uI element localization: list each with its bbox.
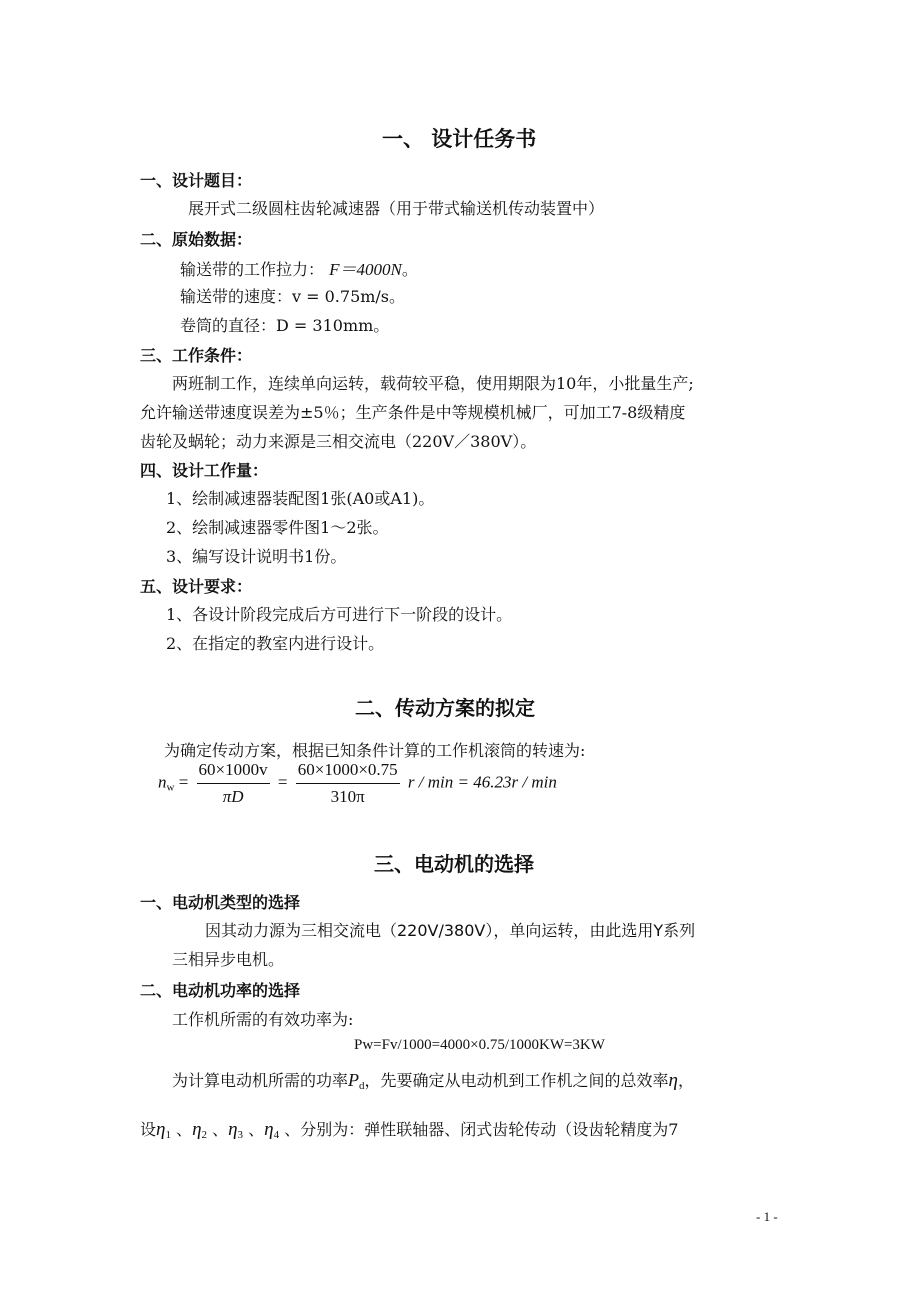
eta-3-symbol: η	[228, 1119, 238, 1140]
section-title-1: 一、 设计任务书	[382, 127, 537, 151]
heading-motor-power: 二、电动机功率的选择	[140, 981, 301, 1000]
fraction-1-denominator: πD	[197, 783, 270, 807]
section-title-3: 三、电动机的选择	[374, 852, 534, 876]
efficiency-text-b: ，先要确定从电动机到工作机之间的总效率	[364, 1071, 669, 1090]
force-label: 输送带的工作拉力：	[180, 260, 325, 279]
fraction-2-numerator: 60×1000×0.75	[297, 760, 398, 779]
heading-motor-type: 一、电动机类型的选择	[140, 893, 301, 912]
efficiency-text-a: 为计算电动机所需的功率	[172, 1071, 349, 1090]
diameter-line: 卷筒的直径：D = 310mm。	[180, 316, 390, 335]
eta-list-line	[140, 1117, 678, 1141]
conditions-line-2: 允许输送带速度误差为±5％；生产条件是中等规模机械厂，可加工7-8级精度	[140, 403, 686, 422]
heading-working-conditions: 三、工作条件：	[140, 346, 253, 365]
heading-design-topic: 一、设计题目：	[140, 171, 253, 190]
design-topic-text: 展开式二级圆柱齿轮减速器（用于带式输送机传动装置中）	[188, 199, 605, 218]
eta-1-symbol: η	[156, 1119, 166, 1140]
section-title-2: 二、传动方案的拟定	[355, 696, 535, 720]
fraction-2	[296, 760, 400, 807]
conditions-line-3: 齿轮及蜗轮；动力来源是三相交流电（220V／380V）。	[140, 432, 537, 451]
fraction-1-numerator: 60×1000v	[198, 760, 268, 779]
efficiency-line	[172, 1068, 694, 1092]
force-line	[180, 255, 418, 280]
motor-type-line-2: 三相异步电机。	[172, 950, 285, 969]
pd-symbol: P	[348, 1070, 360, 1090]
eta-symbol: η	[668, 1070, 678, 1091]
eta-sep-2: 、	[212, 1120, 229, 1139]
power-equation: Pw=Fv/1000=4000×0.75/1000KW=3KW	[354, 1037, 605, 1053]
eta-sep-3: 、	[248, 1120, 265, 1139]
heading-requirements: 五、设计要求：	[140, 577, 253, 596]
eta-sep-4: 、	[284, 1120, 301, 1139]
fraction-1	[197, 760, 270, 807]
effective-power-label: 工作机所需的有效功率为:	[172, 1010, 354, 1029]
pd-sub: d	[359, 1080, 365, 1092]
drive-intro: 为确定传动方案，根据已知条件计算的工作机滚筒的转速为:	[164, 741, 586, 760]
workload-item: 2、绘制减速器零件图1～2张。	[166, 518, 389, 537]
eta-2-sub: 2	[201, 1129, 207, 1141]
formula-lhs-sub: w	[166, 781, 175, 794]
efficiency-text-c: ，	[677, 1071, 694, 1090]
heading-workload: 四、设计工作量：	[140, 461, 269, 480]
conditions-line-1: 两班制工作，连续单向运转，载荷较平稳，使用期限为10年，小批量生产;	[172, 374, 694, 393]
force-equation: F＝4000N	[329, 260, 402, 279]
drum-speed-formula: $n_w$ = $\frac{60\times 1000v}{\pi D}$ = $\frac{60\times 1000\times 0.75}{310\pi}$ r / min = 46.23r / min	[158, 760, 557, 806]
formula-lhs: n	[158, 772, 167, 792]
eta-2-symbol: η	[192, 1119, 202, 1140]
workload-item: 1、绘制减速器装配图1张(A0或A1)。	[166, 489, 435, 508]
eta-list-prefix: 设	[140, 1120, 157, 1139]
eta-1-sub: 1	[165, 1129, 171, 1141]
requirement-item: 2、在指定的教室内进行设计。	[166, 634, 385, 653]
eta-sep-1: 、	[176, 1120, 193, 1139]
eta-4-symbol: η	[264, 1119, 274, 1140]
heading-original-data: 二、原始数据：	[140, 230, 253, 249]
eta-list-text: 分别为：弹性联轴器、闭式齿轮传动（设齿轮精度为7	[300, 1120, 679, 1139]
speed-line: 输送带的速度：v = 0.75m/s。	[180, 287, 406, 306]
workload-item: 3、编写设计说明书1份。	[166, 547, 347, 566]
page-number: - 1 -	[756, 1209, 778, 1224]
eta-4-sub: 4	[273, 1129, 280, 1141]
formula-rhs: r / min = 46.23r / min	[407, 772, 557, 792]
force-end: 。	[401, 260, 418, 279]
requirement-item: 1、各设计阶段完成后方可进行下一阶段的设计。	[166, 605, 513, 624]
eta-3-sub: 3	[237, 1129, 244, 1141]
motor-type-line-1: 因其动力源为三相交流电（220V/380V），单向运转，由此选用Y系列	[205, 921, 696, 940]
fraction-2-denominator: 310π	[296, 783, 400, 807]
